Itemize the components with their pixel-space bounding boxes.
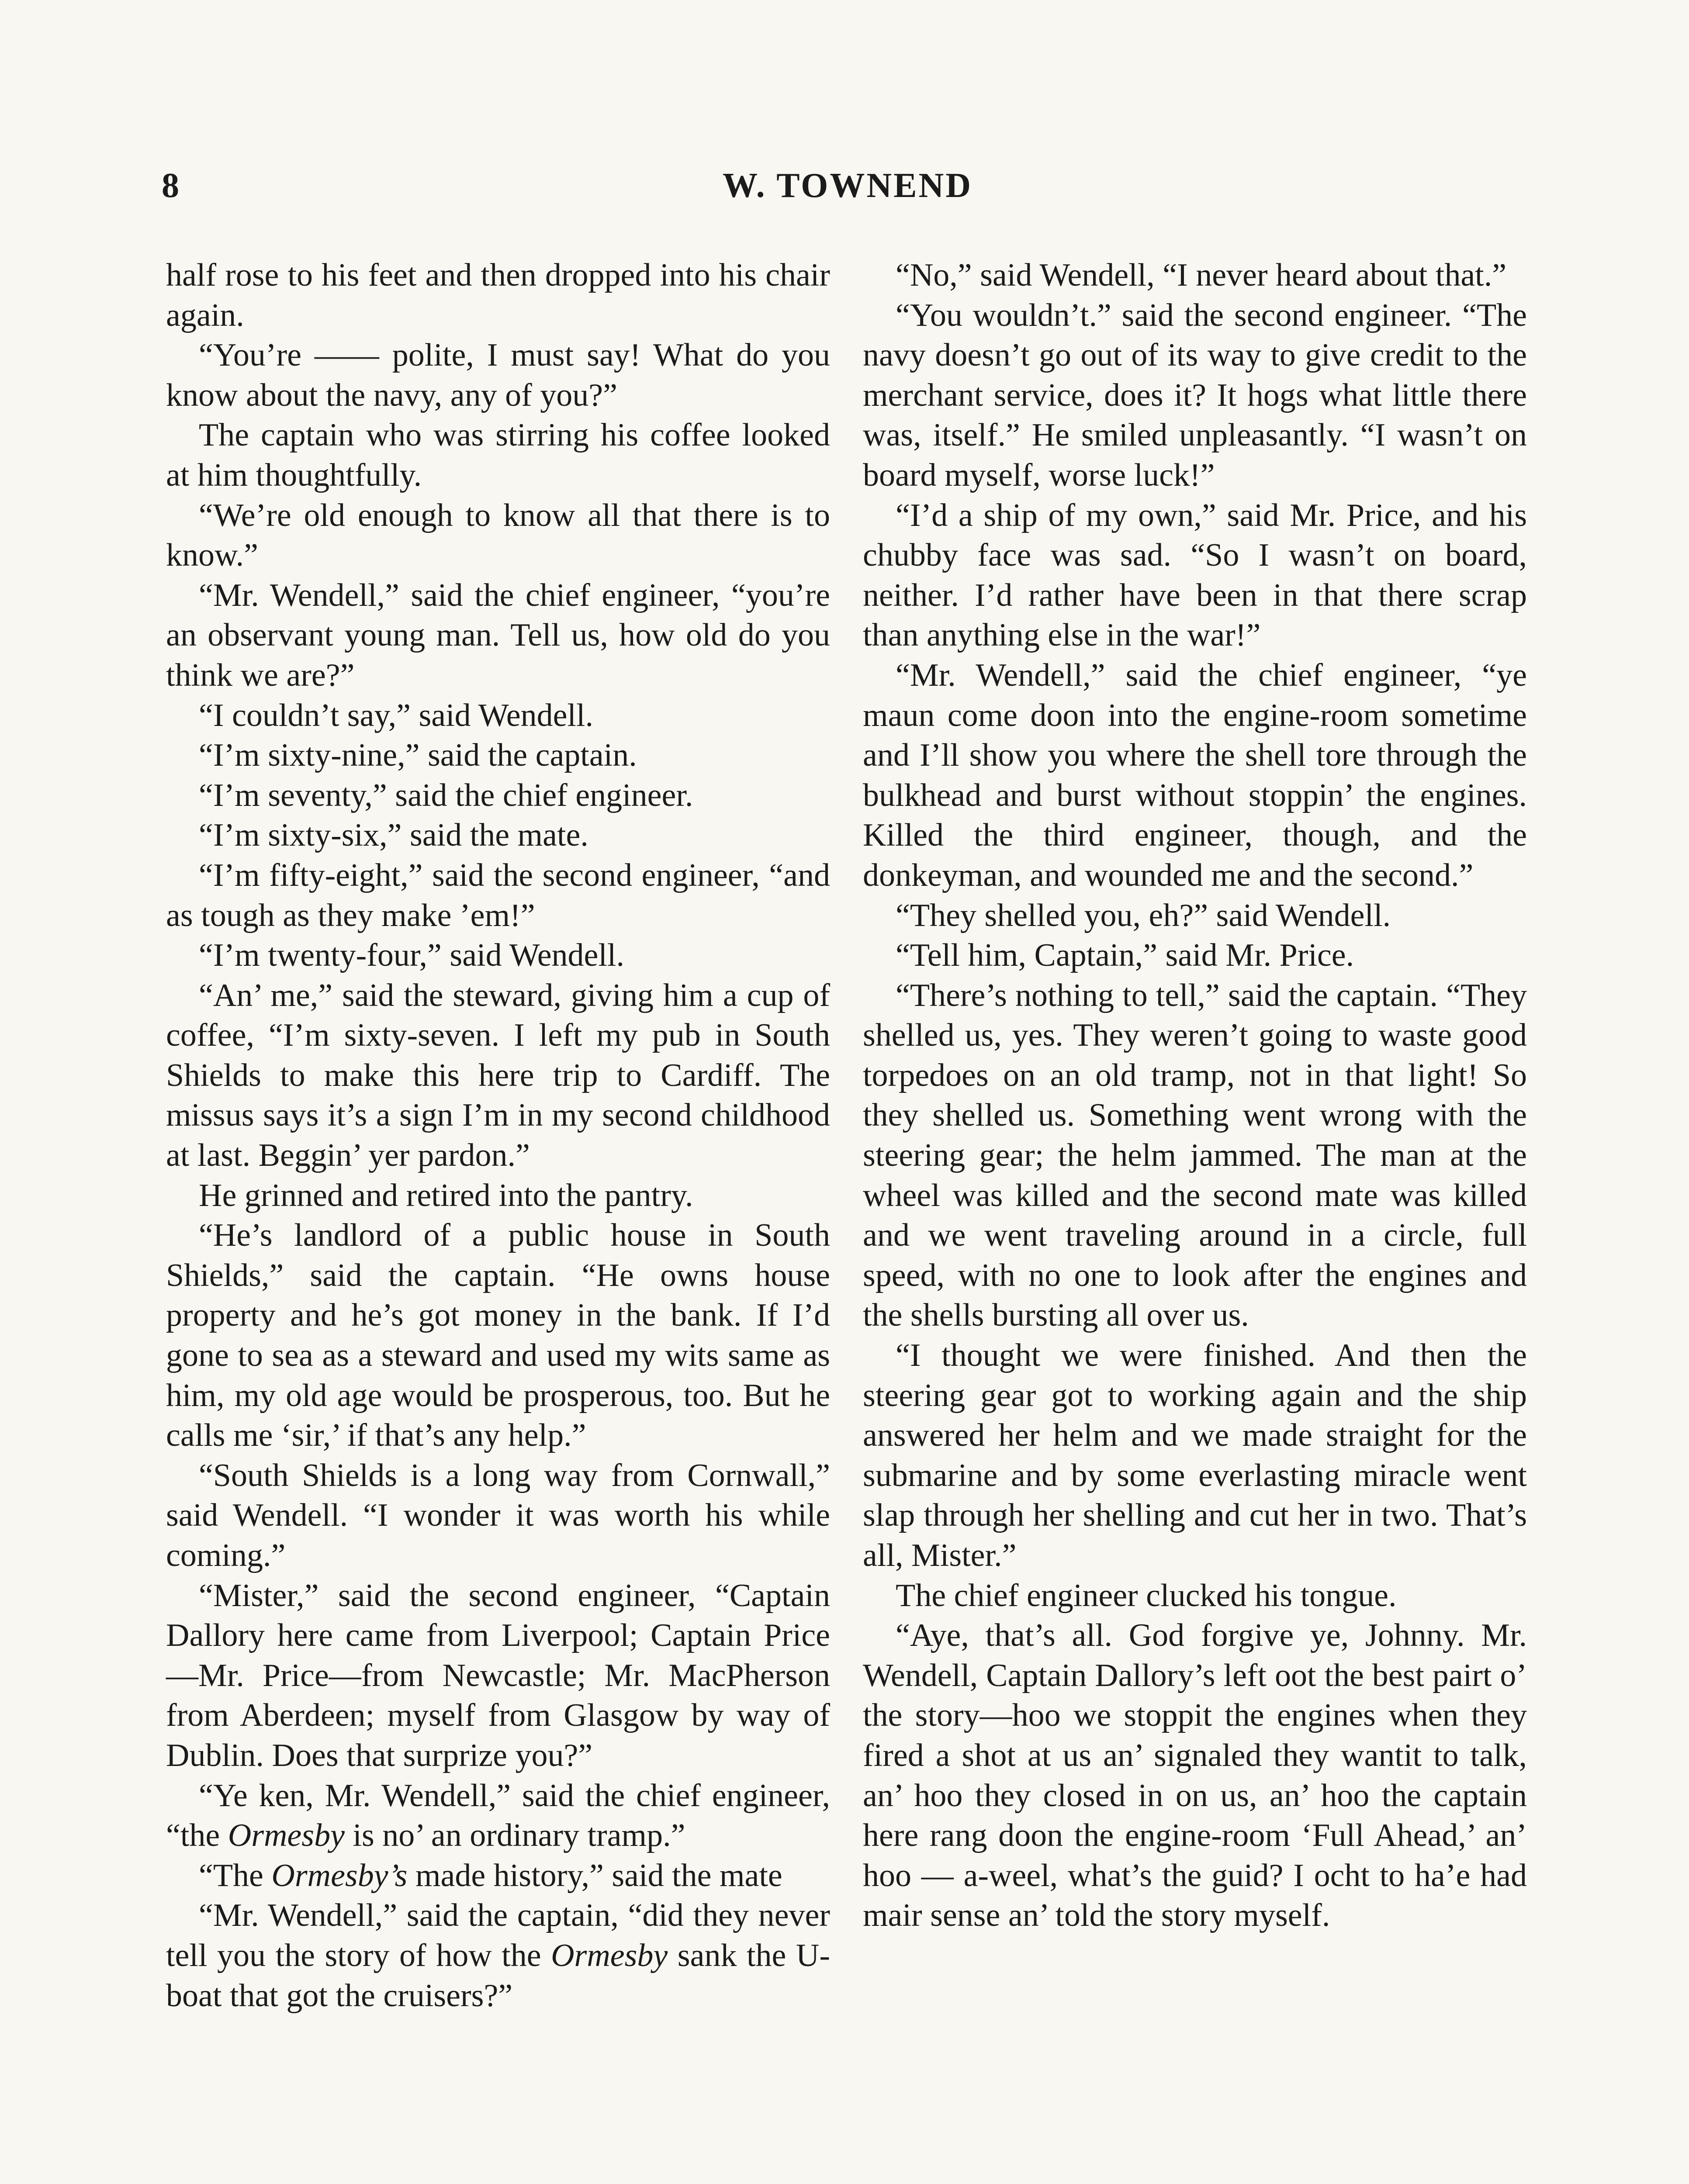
left-column: [166, 256, 830, 2016]
paragraph: “Tell him, Captain,” said Mr. Price.: [896, 937, 1354, 974]
paragraph: “Mister,” said the second engineer, “Captain Dallory here came from Liverpool; Captain Price—Mr. Price—from Newcastle; Mr. MacPherson from Aberdeen; myself from Glasgow by way of Dublin. Does that surprize you?”: [166, 1577, 830, 1773]
paragraph: “I thought we were finished. And then the steering gear got to working again and the ship answered her helm and we made straight for the submarine and by some everlasting miracle went slap through her shelling and cut her in two. That’s all, Mister.”: [863, 1337, 1527, 1573]
paragraph: “There’s nothing to tell,” said the captain. “They shelled us, yes. They weren’t going to waste good torpedoes on an old tramp, not in that light! So they shelled us. Something went wrong with the steering gear; the helm jammed. The man at the wheel was killed and the second mate was killed and we went traveling around in a circle, full speed, with no one to look after the engines and the shells bursting all over us.: [863, 977, 1527, 1334]
text-run: sank the U-boat that got the cruisers?”: [166, 1937, 830, 2014]
text-run: “Ye ken, Mr. Wendell,” said the chief engineer, “the: [166, 1777, 830, 1854]
paragraph: “I couldn’t say,” said Wendell.: [199, 697, 594, 733]
paragraph: “Aye, that’s all. God forgive ye, Johnny. Mr. Wendell, Captain Dallory’s left oot the best pairt o’ the story—hoo we stoppit the engines when they fired a shot at us an’ signaled they wantit to talk, an’ hoo they closed in on us, an’ hoo the captain here rang doon the engine-room ‘Full Ahead,’ an’ hoo — a-weel, what’s the guid? I ocht to ha’e had mair sense an’ told the story myself.: [863, 1617, 1527, 1934]
right-column: [863, 256, 1527, 1936]
paragraph-ormesby-ordinary: [166, 1776, 830, 1856]
paragraph: “I’m sixty-six,” said the mate.: [199, 817, 588, 854]
paragraph: half rose to his feet and then dropped into his chair again.: [166, 257, 830, 333]
paragraph-ormesby-history: [166, 1856, 830, 1896]
paragraph: “I’m fifty-eight,” said the second engineer, “and as tough as they make ’em!”: [166, 857, 830, 933]
page-header: [162, 166, 1533, 218]
page-number: 8: [162, 166, 180, 205]
ship-name-italic: Ormesby’s: [271, 1857, 408, 1894]
paragraph: “I’m seventy,” said the chief engineer.: [199, 777, 693, 813]
text-run: is no’ an ordinary tramp.”: [344, 1818, 685, 1854]
paragraph: The chief engineer clucked his tongue.: [896, 1577, 1397, 1614]
paragraph: “I’m sixty-nine,” said the captain.: [199, 737, 637, 774]
paragraph: “He’s landlord of a public house in South Shields,” said the captain. “He owns house property and he’s got money in the bank. If I’d gone to sea as a steward and used my wits same as him, my old age would be prosperous, too. But he calls me ‘sir,’ if that’s any help.”: [166, 1217, 830, 1454]
paragraph: “South Shields is a long way from Cornwall,” said Wendell. “I wonder it was worth his while coming.”: [166, 1457, 830, 1573]
paragraph-ormesby-story: [166, 1896, 830, 2016]
text-run: “The: [199, 1857, 272, 1894]
paragraph: “You’re —— polite, I must say! What do you know about the navy, any of you?”: [166, 337, 830, 413]
paragraph: “I’d a ship of my own,” said Mr. Price, and his chubby face was sad. “So I wasn’t on board, neither. I’d rather have been in that there scrap than anything else in the war!”: [863, 497, 1527, 653]
text-run: “Mr. Wendell,” said the captain, “did they never tell you the story of how the: [166, 1897, 830, 1973]
paragraph: “Mr. Wendell,” said the chief engineer, “you’re an observant young man. Tell us, how old do you think we are?”: [166, 577, 830, 693]
ship-name-italic: Ormesby: [228, 1818, 345, 1854]
paragraph: “We’re old enough to know all that there is to know.”: [166, 497, 830, 574]
paragraph: The captain who was stirring his coffee looked at him thoughtfully.: [166, 417, 830, 493]
paragraph: “You wouldn’t.” said the second engineer. “The navy doesn’t go out of its way to give credit to the merchant service, does it? It hogs what little there was, itself.” He smiled unpleasantly. “I wasn’t on board myself, worse luck!”: [863, 297, 1527, 493]
paragraph: He grinned and retired into the pantry.: [199, 1177, 693, 1213]
paragraph: “Mr. Wendell,” said the chief engineer, “ye maun come doon into the engine-room sometime and I’ll show you where the shell tore through the bulkhead and burst without stoppin’ the engines. Killed the third engineer, though, and the donkeyman, and wounded me and the second.”: [863, 657, 1527, 893]
text-run: made history,” said the mate: [407, 1857, 782, 1894]
paragraph: “They shelled you, eh?” said Wendell.: [896, 897, 1391, 933]
paragraph: “No,” said Wendell, “I never heard about that.”: [896, 257, 1507, 293]
paragraph: “An’ me,” said the steward, giving him a cup of coffee, “I’m sixty-seven. I left my pub in South Shields to make this here trip to Cardiff. The missus says it’s a sign I’m in my second childhood at last. Beggin’ yer pardon.”: [166, 977, 830, 1174]
ship-name-italic: Ormesby: [551, 1937, 668, 1973]
paragraph: “I’m twenty-four,” said Wendell.: [199, 937, 624, 974]
running-head: W. TOWNEND: [722, 166, 973, 205]
